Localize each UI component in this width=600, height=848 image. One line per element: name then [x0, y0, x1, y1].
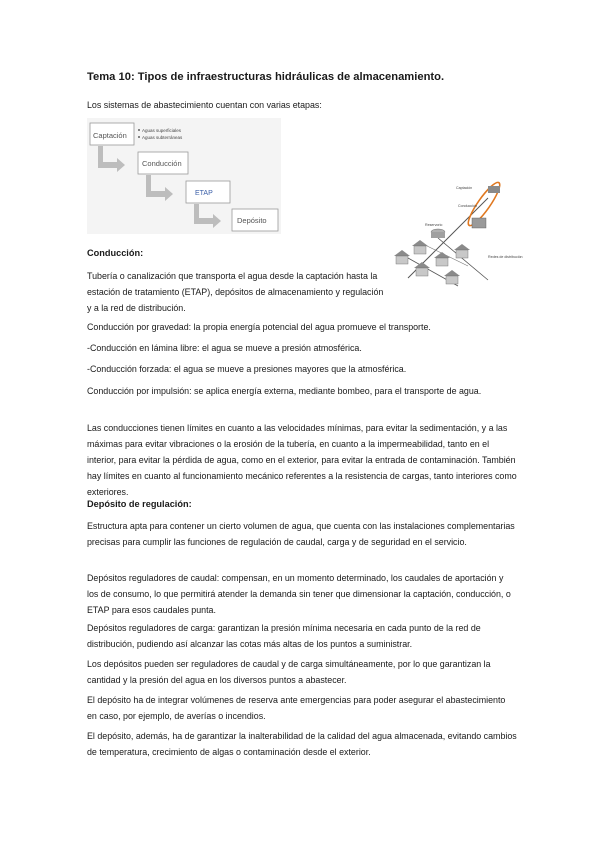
stage-label-deposito: Depósito — [237, 216, 267, 225]
captacion-item: Aguas subterráneas — [142, 135, 183, 140]
paragraph-lamina-libre: -Conducción en lámina libre: el agua se mueve a presión atmosférica. — [87, 343, 362, 353]
paragraph-impulsion: Conducción por impulsión: se aplica energía externa, mediante bombeo, para el transporte de agua. — [87, 386, 482, 396]
bullet-icon — [138, 136, 140, 138]
distribution-network-illustration — [388, 180, 523, 292]
intro-paragraph: Los sistemas de abastecimiento cuentan con varias etapas: — [87, 100, 322, 110]
paragraph-gravedad: Conducción por gravedad: la propia energía potencial del agua promueve el transporte. — [87, 322, 431, 332]
capture-building-icon — [488, 186, 500, 193]
paragraph-reg-carga: Depósitos reguladores de carga: garantizan la presión mínima necesaria en cada punto de la red de distribución, pudiendo así alcanzar las cotas más altas de los puntos a suministrar. — [87, 623, 481, 649]
bullet-icon — [138, 129, 140, 131]
treatment-building-icon — [472, 218, 486, 228]
paragraph-calidad: El depósito, además, ha de garantizar la inalterabilidad de la calidad del agua almacenada, evitando cambios de temperatura, crecimiento de algas o contaminación desde el exterior. — [87, 731, 517, 757]
stage-label-etap: ETAP — [195, 190, 213, 197]
paragraph-forzada: -Conducción forzada: el agua se mueve a presiones mayores que la atmosférica. — [87, 364, 407, 374]
paragraph-reserva: El depósito ha de integrar volúmenes de reserva ante emergencias para poder asegurar el abastecimiento en caso, por ejemplo, de averías o incendios. — [87, 695, 506, 721]
house-icon — [444, 270, 460, 284]
paragraph-reg-caudal: Depósitos reguladores de caudal: compensan, en un momento determinado, los caudales de aportación y los de consumo, lo que permitirá atender la demanda sin tener que dimensionar la captación, conducción, o ETAP para esos caudales punta. — [87, 573, 511, 615]
house-icon — [394, 250, 410, 264]
label-captacion: Captación — [456, 186, 473, 190]
supply-stages-diagram — [87, 118, 281, 234]
heading-conduccion: Conducción: — [87, 248, 144, 258]
heading-deposito: Depósito de regulación: — [87, 499, 192, 509]
house-icon — [412, 240, 428, 254]
house-icon — [414, 262, 430, 276]
label-redes-text: Redes de distribución — [488, 255, 523, 259]
paragraph-deposito-def: Estructura apta para contener un cierto volumen de agua, que cuenta con las instalaciones complementarias precisas para cumplir las funciones de regulación de caudal, carga y de seguridad en el servicio. — [87, 521, 515, 547]
label-conduccion: Conducción — [458, 204, 477, 208]
stage-label-conduccion: Conducción — [142, 159, 182, 168]
page-title: Tema 10: Tipos de infraestructuras hidráulicas de almacenamiento. — [87, 71, 445, 83]
stage-label-captacion: Captación — [93, 131, 127, 140]
reservoir-body — [431, 232, 445, 238]
label-reservorio: Reservorio — [425, 223, 443, 227]
label-redes — [488, 255, 523, 259]
captacion-item: Aguas superficiales — [142, 128, 182, 133]
paragraph-conduccion-def: Tubería o canalización que transporta el agua desde la captación hasta la estación de tratamiento (ETAP), depósitos de almacenamiento y regulación y a la red de distribución. — [87, 271, 384, 313]
house-icon — [454, 244, 470, 258]
house-icon — [434, 252, 450, 266]
paragraph-simultaneos: Los depósitos pueden ser reguladores de caudal y de carga simultáneamente, por lo que garantizan la cantidad y la presión del agua en los diversos puntos a abastecer. — [87, 659, 491, 685]
paragraph-limites: Las conducciones tienen límites en cuanto a las velocidades mínimas, para evitar la sedimentación, y a las máximas para evitar vibraciones o la erosión de la tubería, en cuanto a la impermeabilidad, tanto en el interior, para evitar la pérdida de agua, como en el exterior, para evitar la entrada de contaminación. También hay límites en cuanto al funcionamiento mecánico referentes a la resistencia de cargas, tanto interiores como exteriores. — [87, 423, 517, 497]
